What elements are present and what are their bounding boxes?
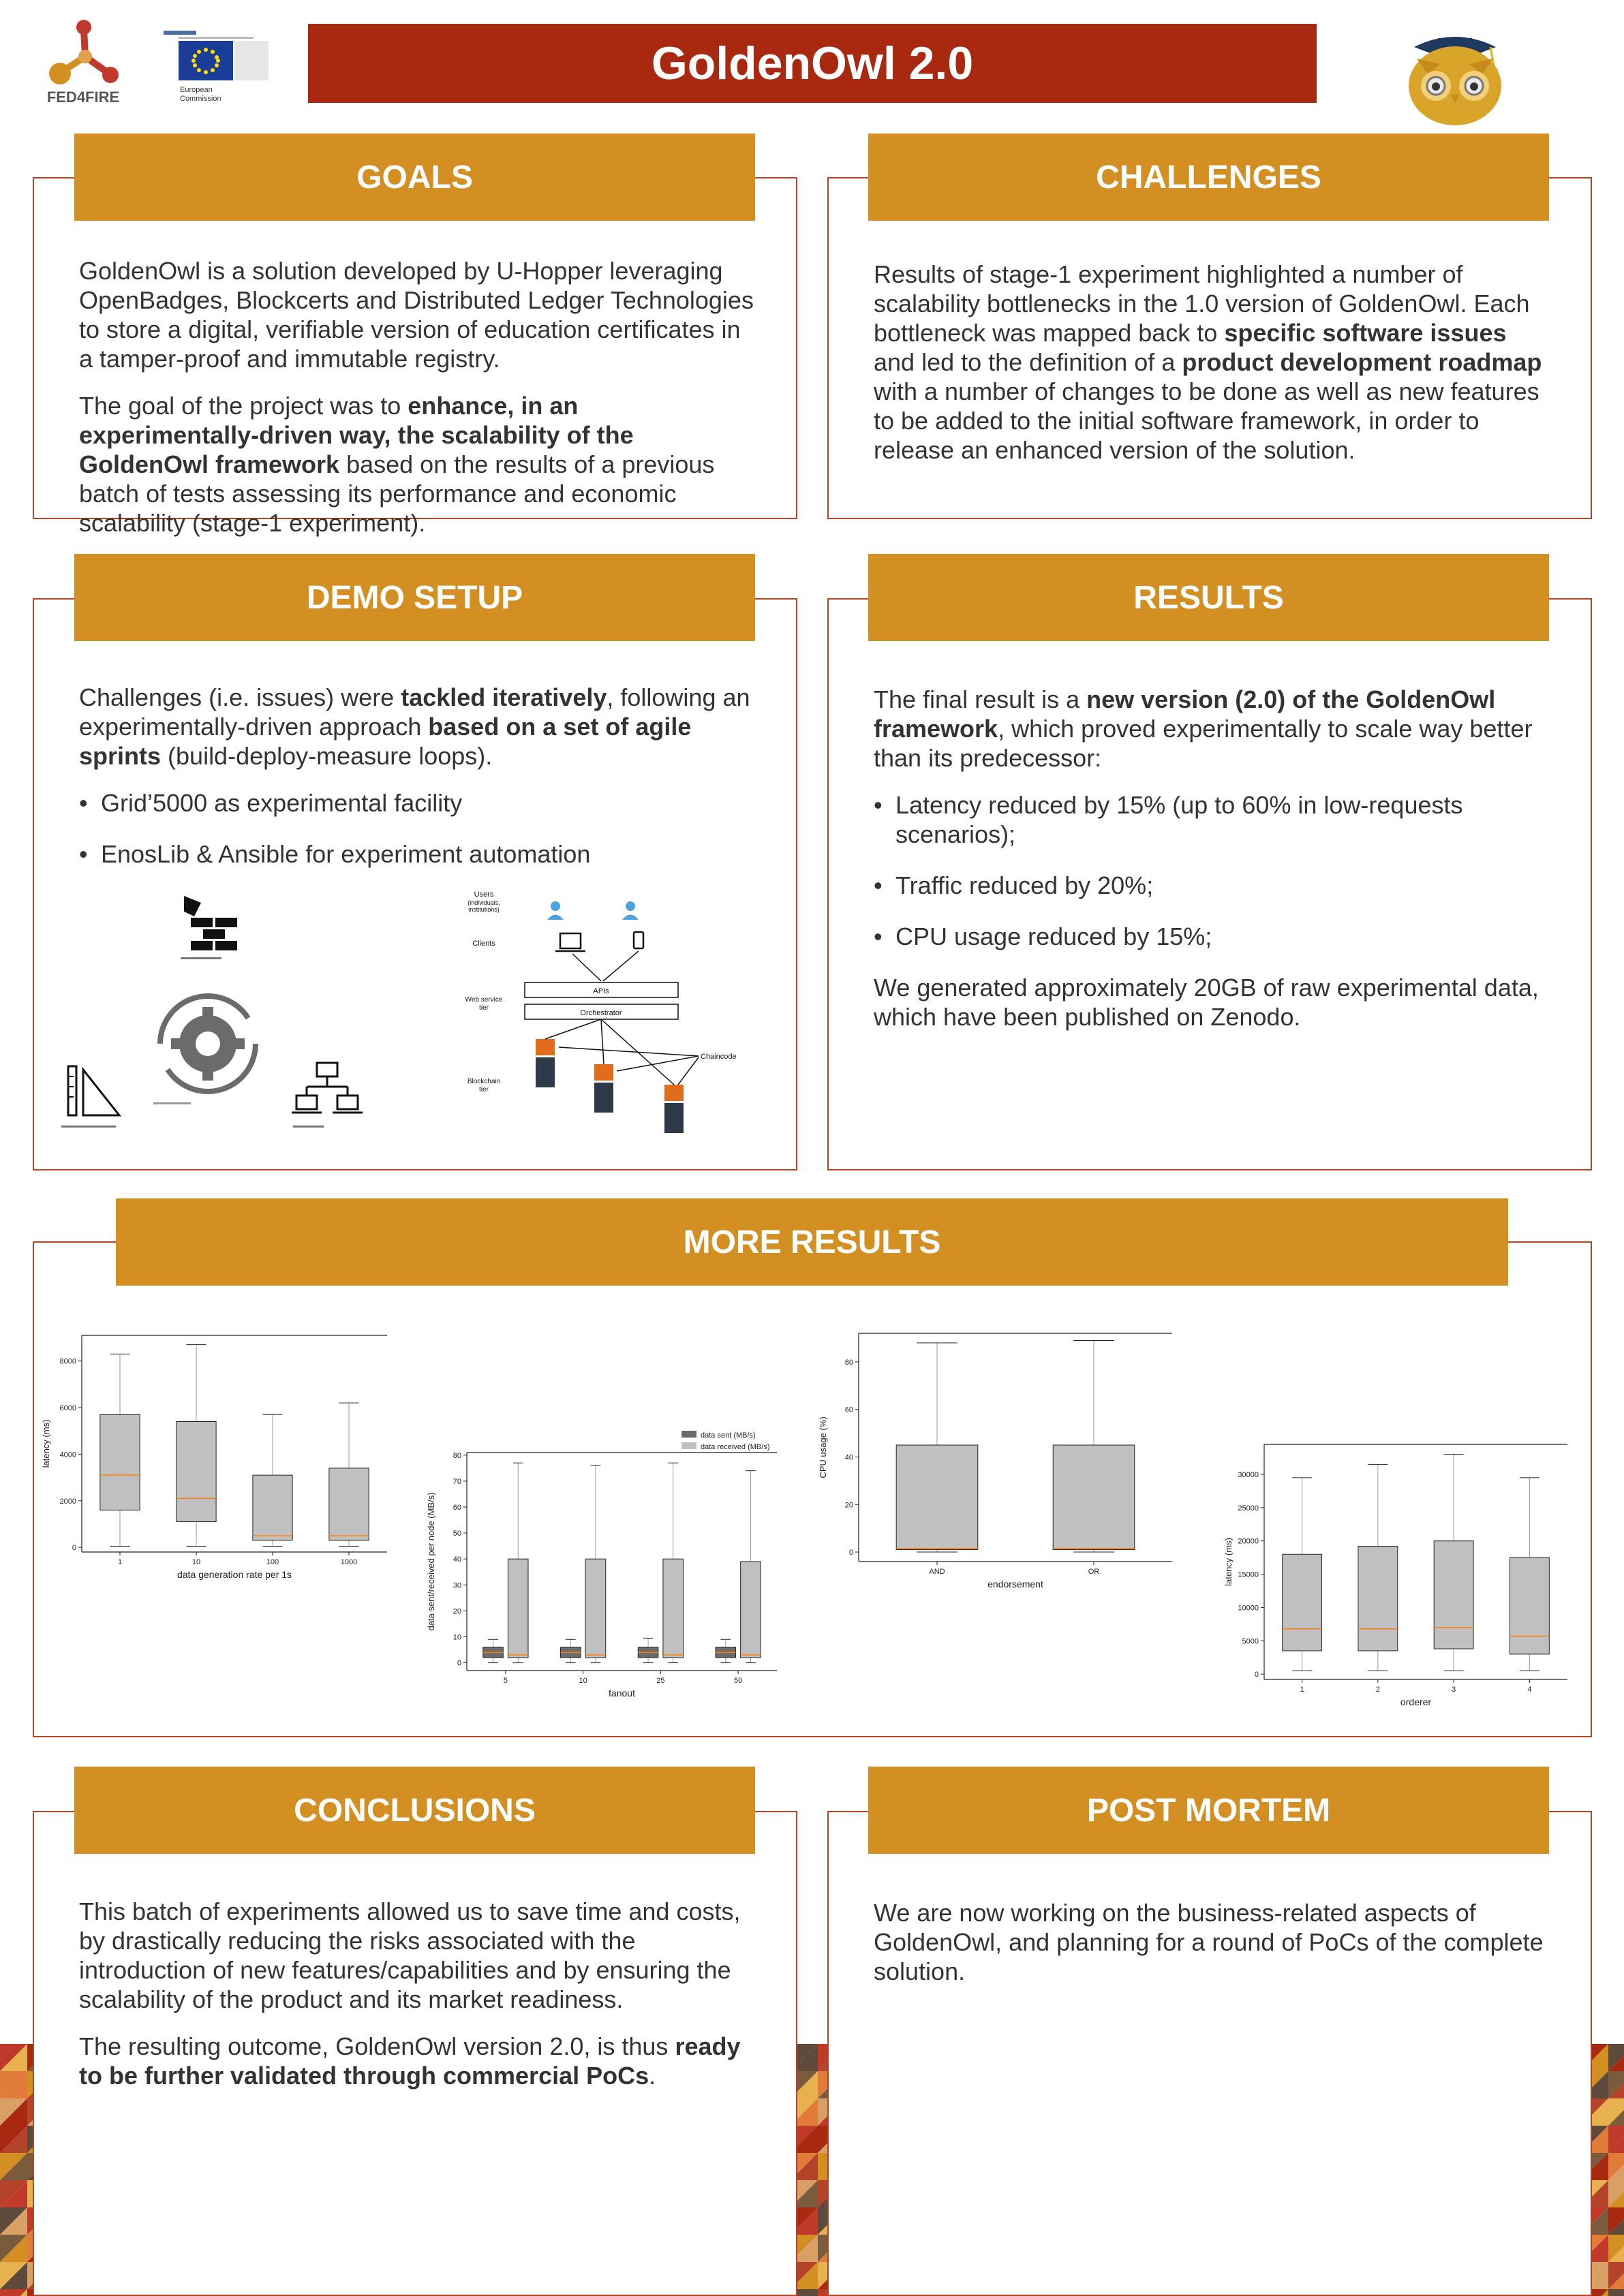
conclusions-heading: CONCLUSIONS [74,1767,755,1854]
challenges-heading: CHALLENGES [868,134,1549,221]
diagram-chaincode-label: Chaincode [701,1053,737,1061]
conclusions-paragraph-1: This batch of experiments allowed us to save time and costs, by drastically reducing the risks associated with the introduction of new features/capabilities and by ensuring the scalability of the product and its market readiness. [79,1897,741,2013]
box-10 [177,1345,216,1547]
box-100 [253,1414,292,1546]
y-tick-label: 5000 [1242,1637,1259,1646]
owl-mascot-logo [1400,10,1510,129]
box-received-50 [741,1471,761,1663]
laptop-icon [555,933,585,951]
results-paragraph-2: We generated approximately 20GB of raw experimental data, which have been published on Zenodo. [874,974,1539,1031]
post-mortem-paragraph: We are now working on the business-related aspects of GoldenOwl, and planning for a round of PoCs of the complete solution. [874,1899,1544,1985]
x-tick-label: 100 [266,1558,279,1566]
y-axis-label: latency (ms) [1223,1538,1234,1586]
box-AND [896,1343,978,1552]
y-tick-label: 0 [1254,1671,1259,1679]
box-OR [1053,1340,1135,1552]
goals-paragraph-2: The goal of the project was to enhance, in an experimentally-driven way, the scalability of the GoldenOwl framework based on the results of a previous batch of tests assessing its performance and economic scalability (stage-1 experiment). [79,392,715,537]
demo-paragraph: Challenges (i.e. issues) were tackled iteratively, following an experimentally-driven approach based on a set of agile sprints (build-deploy-measure loops). [79,683,750,770]
phone-icon [634,932,643,948]
x-tick-label: AND [929,1568,945,1576]
diagram-users-sub-2: institutions) [468,906,500,913]
results-bullet-2: • Traffic reduced by 20%; [874,871,1548,900]
box-4 [1510,1478,1549,1671]
box-iqr [1510,1557,1549,1654]
blockchain-server-icons [536,1039,684,1133]
x-tick-label: 3 [1452,1686,1456,1694]
y-tick-label: 4000 [59,1450,76,1459]
x-tick-label: OR [1088,1568,1100,1576]
y-tick-label: 2000 [59,1497,76,1506]
diagram-apis-label: APIs [593,987,609,995]
box-iqr [1053,1445,1135,1550]
chart-traffic-vs-fanout [426,1424,791,1710]
box-1 [1283,1478,1322,1671]
x-tick-label: 10 [191,1558,201,1566]
post-mortem-heading: POST MORTEM [868,1767,1549,1854]
x-tick-label: 50 [734,1677,743,1685]
gear-cycle-icon [153,996,256,1104]
results-paragraph-1: The final result is a new version (2.0) of the GoldenOwl framework, which proved experimentally to scale way better than its predecessor: [874,685,1533,772]
y-tick-label: 0 [72,1544,76,1553]
box-iqr [329,1468,369,1540]
diagram-web-tier-1: Web service [465,996,503,1004]
challenges-body [874,260,1548,482]
y-tick-label: 50 [453,1530,461,1538]
diagram-chain-tier-2: tier [479,1086,489,1093]
y-tick-label: 10 [453,1633,461,1642]
y-tick-label: 8000 [59,1357,76,1366]
x-tick-label: 4 [1527,1686,1532,1694]
y-tick-label: 0 [848,1549,853,1557]
y-tick-label: 20 [844,1501,853,1510]
ec-logo-text-1: European [180,86,213,94]
results-bullet-list [874,790,1548,951]
x-axis-label: orderer [1400,1696,1432,1707]
box-3 [1434,1455,1473,1671]
post-mortem-body [874,1898,1548,2004]
box-iqr [741,1562,761,1658]
diagram-chain-tier-1: Blockchain [467,1078,501,1085]
x-tick-label: 25 [656,1677,665,1685]
goals-heading: GOALS [74,134,755,221]
legend-swatch [681,1431,696,1438]
x-tick-label: 10 [579,1677,587,1685]
box-sent-25 [638,1638,658,1662]
legend-label: data received (MB/s) [701,1443,770,1451]
demo-setup-body [79,683,754,890]
y-tick-label: 60 [453,1504,461,1512]
y-tick-label: 30000 [1238,1470,1259,1479]
box-iqr [253,1475,292,1540]
conclusions-paragraph-2: The resulting outcome, GoldenOwl version 2.0, is thus ready to be further validated through commercial PoCs. [79,2032,741,2090]
ruler-triangle-icon [61,1066,119,1128]
demo-icons [55,886,395,1158]
y-axis-label: data sent/received per node (MB/s) [426,1492,436,1631]
box-iqr [896,1445,978,1550]
post-mortem-panel [827,1811,1592,2296]
results-heading: RESULTS [868,554,1549,641]
legend-swatch [681,1442,696,1449]
poster-title: GoldenOwl 2.0 [308,24,1317,103]
y-axis-label: CPU usage (%) [818,1416,828,1478]
more-results-heading: MORE RESULTS [116,1198,1508,1286]
y-tick-label: 15000 [1238,1570,1259,1579]
y-tick-label: 25000 [1238,1504,1259,1512]
x-axis-label: endorsement [987,1579,1043,1589]
x-axis-label: fanout [609,1688,635,1698]
demo-bullet-1: • Grid’5000 as experimental facility [79,788,754,818]
box-sent-10 [561,1639,581,1662]
box-iqr [663,1559,684,1658]
architecture-diagram [450,886,756,1158]
diagram-users-sub-1: (individuals, [468,899,500,906]
box-iqr [1434,1541,1473,1649]
diagram-clients-label: Clients [472,940,495,948]
y-tick-label: 80 [844,1358,853,1367]
diagram-orchestrator-label: Orchestrator [580,1009,622,1017]
x-tick-label: 5 [503,1677,508,1685]
chart-cpu-vs-endorsement [818,1322,1182,1594]
goals-body [79,256,754,555]
x-axis-label: data generation rate per 1s [177,1569,292,1580]
box-received-5 [508,1463,528,1662]
y-tick-label: 70 [453,1477,461,1486]
y-tick-label: 20 [453,1607,461,1616]
y-axis-label: latency (ms) [41,1419,51,1468]
fed4fire-logo [37,19,129,111]
demo-setup-heading: DEMO SETUP [74,554,755,641]
x-tick-label: 1 [117,1558,123,1566]
user-person-icon [547,901,639,920]
demo-bullet-list [79,788,754,869]
chart-latency-vs-orderer [1213,1431,1574,1707]
box-2 [1358,1464,1398,1671]
box-received-10 [585,1465,606,1663]
diagram-users-label: Users [474,890,494,899]
ec-logo-text-2: Commission [180,95,221,103]
box-iqr [100,1414,140,1510]
results-bullet-3: • CPU usage reduced by 15%; [874,922,1548,951]
y-tick-label: 80 [453,1451,461,1460]
box-iqr [1358,1547,1398,1651]
y-tick-label: 60 [844,1406,853,1414]
x-tick-label: 2 [1375,1686,1380,1694]
legend-label: data sent (MB/s) [701,1431,756,1440]
goals-paragraph-1: GoldenOwl is a solution developed by U-Hopper leveraging OpenBadges, Blockcerts and Distributed Ledger Technologies to store a digital, verifiable version of education certificates in a tamper-proof and immutable registry. [79,257,754,373]
y-tick-label: 0 [457,1659,461,1668]
diagram-web-tier-2: tier [479,1004,489,1012]
y-tick-label: 6000 [59,1404,76,1412]
box-iqr [508,1559,528,1658]
build-bricks-icon [181,896,237,959]
box-received-25 [663,1463,684,1662]
y-tick-label: 40 [453,1555,461,1564]
box-iqr [1283,1554,1322,1651]
chart-latency-vs-data-rate [41,1322,395,1594]
box-iqr [585,1559,606,1658]
y-tick-label: 30 [453,1581,461,1590]
fed4fire-logo-text: FED4FIRE [46,89,120,106]
box-1 [100,1354,140,1546]
x-tick-label: 1000 [340,1558,358,1566]
box-1000 [329,1403,369,1546]
challenges-paragraph: Results of stage-1 experiment highlighted a number of scalability bottlenecks in the 1.0 version of GoldenOwl. Each bottleneck was mapped back to specific software issues and led to the definition of a product development roadmap with a number of changes to be done as well as new features to be added to the initial software framework, in order to release an enhanced version of the solution. [874,260,1542,464]
european-commission-logo [158,27,274,109]
y-tick-label: 40 [844,1453,853,1462]
conclusions-body [79,1897,754,2108]
demo-bullet-2: • EnosLib & Ansible for experiment automation [79,839,754,869]
box-sent-5 [483,1639,504,1662]
network-nodes-icon [292,1063,363,1128]
x-tick-label: 1 [1300,1686,1304,1694]
box-sent-50 [716,1639,736,1662]
results-body [874,685,1548,1049]
y-tick-label: 10000 [1238,1604,1259,1613]
pattern-triangle-1198 [1608,2289,1624,2296]
results-bullet-1: • Latency reduced by 15% (up to 60% in low-requests scenarios); [874,790,1548,849]
box-iqr [177,1422,216,1522]
y-tick-label: 20000 [1238,1537,1259,1546]
